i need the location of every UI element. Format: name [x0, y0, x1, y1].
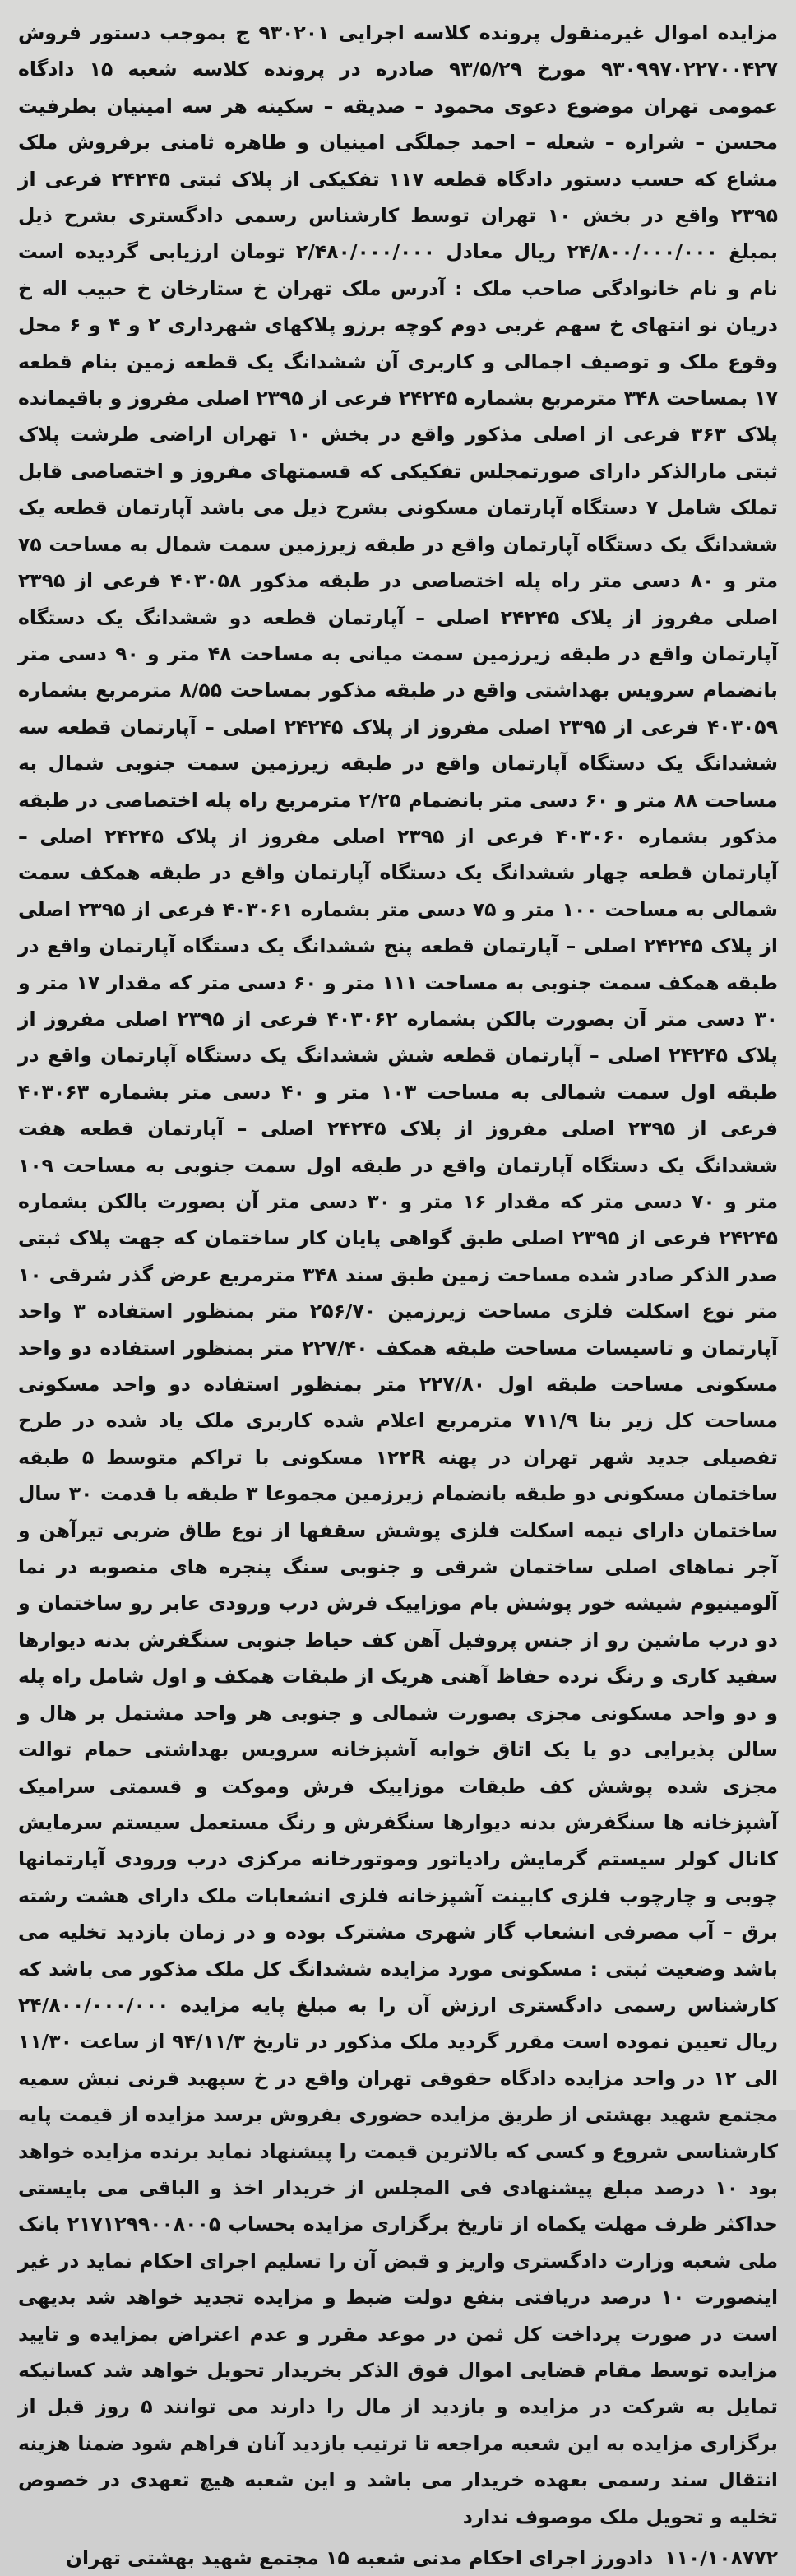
auction-notice-text: مزایده اموال غیرمنقول پرونده کلاسه اجرایی ۹۳۰۲۰۱ ج بموجب دستور فروش ۹۳۰۹۹۷۰۲۲۷۰۰۴۲۷ مورخ ۹۳/۵/۲۹ صادره در پرونده کلاسه شعبه ۱۵ دادگاه عمومی تهران موضوع دعوی محمود – صدیقه – سکینه هر سه امینیان بطرفیت محسن – شراره – شعله – احمد جملگی امینیان و طاهره ثامنی برفروش ملک مشاع که حسب دستور دادگاه قطعه ۱۱۷ تفکیکی از پلاک ثبتی ۲۴۲۴۵ فرعی از ۲۳۹۵ واقع در بخش ۱۰ تهران توسط کارشناس رسمی دادگستری بشرح ذیل بمبلغ ۲۴/۸۰۰/۰۰۰/۰۰۰ ریال معادل ۲/۴۸۰/۰۰۰/۰۰۰ تومان ارزیابی گردیده است نام و نام خانوادگی صاحب ملک : آدرس ملک تهران خ ستارخان خ حبیب اله خ دریان نو انتهای خ سهم غربی دوم کوچه برزو پلاکهای شهرداری ۲ و ۴ و ۶ محل وقوع ملک و توصیف اجمالی و کاربری آن ششدانگ یک قطعه زمین بنام قطعه ۱۷ بمساحت ۳۴۸ مترمربع بشماره ۲۴۲۴۵ فرعی از ۲۳۹۵ اصلی مفروز و باقیمانده پلاک ۳۶۳ فرعی از اصلی مذکور واقع در بخش ۱۰ تهران اراضی طرشت پلاک ثبتی مارالذکر دارای صورتمجلس تفکیکی که قسمتهای مفروز و اختصاصی قابل تملک شامل ۷ دستگاه آپارتمان مسکونی بشرح ذیل می باشد آپارتمان قطعه یک ششدانگ یک دستگاه آپارتمان واقع در طبقه زیرزمین سمت شمال به مساحت ۷۵ متر و ۸۰ دسی متر راه پله اختصاصی در طبقه مذکور ۴۰۳۰۵۸ فرعی از ۲۳۹۵ اصلی مفروز از پلاک ۲۴۲۴۵ اصلی – آپارتمان قطعه دو ششدانگ یک دستگاه آپارتمان واقع در طبقه زیرزمین سمت میانی به مساحت ۴۸ متر و ۹۰ دسی متر بانضمام سرویس بهداشتی واقع در طبقه مذکور بمساحت ۸/۵۵ مترمربع بشماره ۴۰۳۰۵۹ فرعی از ۲۳۹۵ اصلی مفروز از پلاک ۲۴۲۴۵ اصلی – آپارتمان قطعه سه ششدانگ یک دستگاه آپارتمان واقع در طبقه زیرزمین سمت جنوبی شمال به مساحت ۸۸ متر و ۶۰ دسی متر بانضمام ۲/۲۵ مترمربع راه پله اختصاصی در طبقه مذکور بشماره ۴۰۳۰۶۰ فرعی از ۲۳۹۵ اصلی مفروز از پلاک ۲۴۲۴۵ اصلی – آپارتمان قطعه چهار ششدانگ یک دستگاه آپارتمان واقع در طبقه همکف سمت شمالی به مساحت ۱۰۰ متر و ۷۵ دسی متر بشماره ۴۰۳۰۶۱ فرعی از ۲۳۹۵ اصلی از پلاک ۲۴۲۴۵ اصلی – آپارتمان قطعه پنج ششدانگ یک دستگاه آپارتمان واقع در طبقه همکف سمت جنوبی به مساحت ۱۱۱ متر و ۶۰ دسی متر که مقدار ۱۷ متر و ۳۰ دسی متر آن بصورت بالکن بشماره ۴۰۳۰۶۲ فرعی از ۲۳۹۵ اصلی مفروز از پلاک ۲۴۲۴۵ اصلی – آپارتمان قطعه شش ششدانگ یک دستگاه آپارتمان واقع در طبقه اول سمت شمالی به مساحت ۱۰۳ متر و ۴۰ دسی متر بشماره ۴۰۳۰۶۳ فرعی از ۲۳۹۵ اصلی مفروز از پلاک ۲۴۲۴۵ اصلی – آپارتمان قطعه هفت ششدانگ یک دستگاه آپارتمان واقع در طبقه اول سمت جنوبی به مساحت ۱۰۹ متر و ۷۰ دسی متر که مقدار ۱۶ متر و ۳۰ دسی متر آن بصورت بالکن بشماره ۲۴۲۴۵ فرعی از ۲۳۹۵ اصلی طبق گواهی پایان کار ساختمان که جهت پلاک ثبتی صدر الذکر صادر شده مساحت زمین طبق سند ۳۴۸ مترمربع عرض گذر شرقی ۱۰ متر نوع اسکلت فلزی مساحت زیرزمین ۲۵۶/۷۰ متر بمنظور استفاده ۳ واحد آپارتمان و تاسیسات مساحت طبقه همکف ۲۲۷/۴۰ متر بمنظور استفاده دو واحد مسکونی مساحت طبقه اول ۲۲۷/۸۰ متر بمنظور استفاده دو واحد مسکونی مساحت کل زیر بنا ۷۱۱/۹ مترمربع اعلام شده کاربری ملک یاد شده در طرح تفصیلی جدید شهر تهران در پهنه ۱۲۲R مسکونی با تراکم متوسط ۵ طبقه ساختمان مسکونی دو طبقه بانضمام زیرزمین مجموعا ۳ طبقه با قدمت ۳۰ سال ساختمان دارای نیمه اسکلت فلزی پوشش سقفها از نوع طاق ضربی تیرآهن و آجر نماهای اصلی ساختمان شرقی و جنوبی سنگ پنجره های منصوبه در نما آلومینیوم شیشه خور پوشش بام موزاییک فرش درب ورودی عابر رو ساختمان و دو درب ماشین رو از جنس پروفیل آهن کف حیاط جنوبی سنگفرش بدنه دیوارها سفید کاری و رنگ نرده حفاظ آهنی هریک از طبقات همکف و اول شامل راه پله و دو واحد مسکونی مجزی بصورت شمالی و جنوبی هر واحد مشتمل بر هال و سالن پذیرایی دو یا یک اتاق خوابه آشپزخانه سرویس بهداشتی حمام توالت مجزی شده پوشش کف طبقات موزاییک فرش وموکت و قسمتی سرامیک آشپزخانه ها سنگفرش بدنه دیوارها سنگفرش و رنگ مستعمل سیستم سرمایش کانال کولر سیستم گرمایش رادیاتور وموتورخانه مرکزی درب ورودی آپارتمانها چوبی و چارچوب فلزی کابینت آشپزخانه فلزی انشعابات ملک دارای هشت رشته برق – آب مصرفی انشعاب گاز شهری مشترک بوده و در زمان بازدید تخلیه می باشد وضعیت ثبتی : مسکونی مورد مزایده ششدانگ کل ملک مذکور می باشد که کارشناس رسمی دادگستری ارزش آن را به مبلغ پایه مزایده ۲۴/۸۰۰/۰۰۰/۰۰۰ ریال تعیین نموده است مقرر گردید ملک مذکور در تاریخ ۹۴/۱۱/۳ از ساعت ۱۱/۳۰ الی ۱۲ در واحد مزایده دادگاه حقوقی تهران واقع در خ سپهبد قرنی نبش سمیه مجتمع شهید بهشتی از طریق مزایده حضوری بفروش برسد مزایده از قیمت پایه کارشناسی شروع و کسی که بالاترین قیمت را پیشنهاد نماید برنده مزایده خواهد بود ۱۰ درصد مبلغ پیشنهادی فی المجلس از خریدار اخذ و الباقی می بایستی حداکثر ظرف مهلت یکماه از تاریخ برگزاری مزایده بحساب ۲۱۷۱۲۹۹۰۰۸۰۰۵ بانک ملی شعبه وزارت دادگستری واریز و قبض آن را تسلیم اجرای احکام نماید در غیر اینصورت ۱۰ درصد دریافتی بنفع دولت ضبط و مزایده تجدید خواهد شد بدیهی است در صورت پرداخت کل ثمن در موعد مقرر و عدم اعتراض بمزایده و تایید مزایده توسط مقام قضایی اموال فوق الذکر بخریدار تحویل خواهد شد کسانیکه تمایل به شرکت در مزایده و بازدید از مال را دارند می توانند ۵ روز قبل از برگزاری مزایده به این شعبه مراجعه تا ترتیب بازدید آنان فراهم شود ضمنا هزینه انتقال سند رسمی بعهده خریدار می باشد و این شعبه هیچ تعهدی در خصوص تخلیه و تحویل ملک موصوف ندارد — [18, 21, 779, 2528]
signature-line: دادورز اجرای احکام مدنی شعبه ۱۵ مجتمع شهید بهشتی تهران — [65, 2546, 654, 2570]
notice-footer — [18, 2540, 778, 2576]
reference-code: ۱۱۰/۱۰۸۷۷۲ — [664, 2546, 778, 2570]
